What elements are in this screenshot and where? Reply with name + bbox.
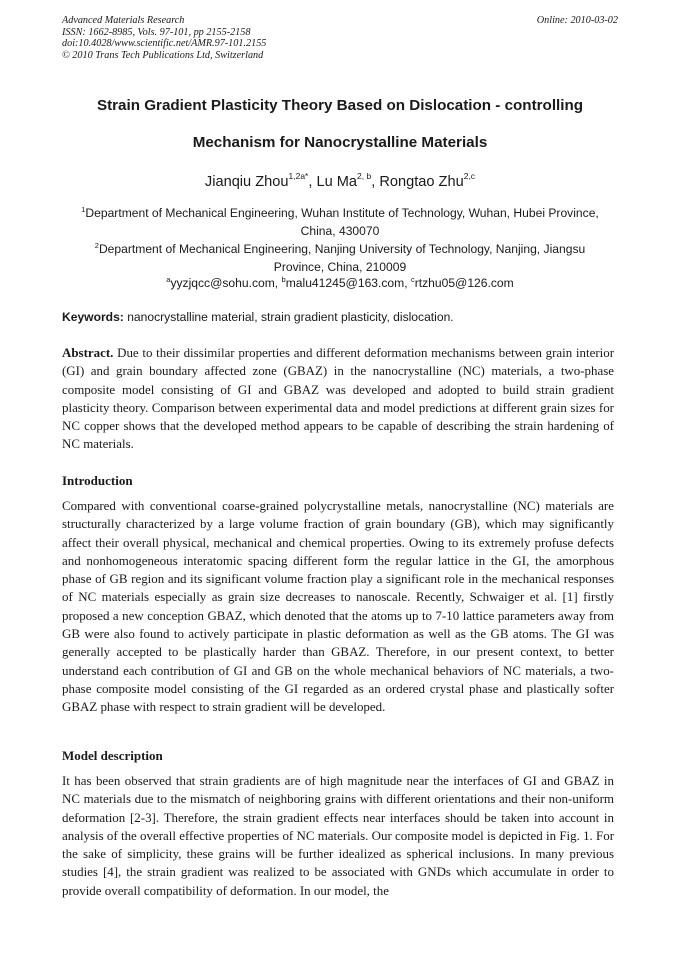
author-emails	[62, 271, 618, 292]
section-body-model-description: It has been observed that strain gradients are of high magnitude near the interfaces of GI and GBAZ in NC materials due to the mismatch of neighboring grains with different orientations and their non-uniform deformation [2-3]. Therefore, the strain gradient effects near interfaces should be taken into account in analysis of the overall effective properties of NC materials. Our composite model is depicted in Fig. 1. For the sake of simplicity, these grains will be further idealized as spherical inclusions. In many previous studies [4], the strain gradient was realized to be associated with GNDs which accumulate in order to provide overall compatibility of deformation. In our model, the	[62, 773, 614, 898]
abstract	[62, 344, 614, 454]
email-link[interactable]: malu41245@163.com,	[285, 276, 408, 291]
affiliation-1	[62, 201, 618, 240]
author-name: Rongtao Zhu	[379, 173, 464, 190]
keywords-label: Keywords:	[62, 310, 124, 324]
section-heading-introduction: Introduction	[62, 473, 133, 488]
online-date: Online: 2010-03-02	[536, 15, 618, 26]
affiliation-mark: 1	[81, 205, 86, 214]
email-mark: b	[281, 275, 286, 284]
author-affiliation-mark: 2, b	[357, 171, 372, 181]
affiliation-line: Province, China, 210009	[273, 260, 407, 275]
section-body-introduction: Compared with conventional coarse-grained polycrystalline metals, nanocrystalline (NC) materials are structurally characterized by a large volume fraction of grain boundary (GB), which may significantly affect their overall physical, mechanical and chemical properties. Owing to its extremely profuse defects and nonhomogeneous interatomic spacing different form the regular lattice in the GI, the amorphous phase of GB region and its significant volume fraction play a significant role in the mechanical responses of NC materials especially as grain size decreases to nanoscale. Recently, Schwaiger et al. [1] firstly proposed a new conception GBAZ, which denoted that the atoms up to 7-10 lattice parameters away from GB were also found to actively participate in plastic deformation as well as the GB atoms. The GI was generally accepted to be plastically harder than GBAZ. Therefore, in our present context, to better understand each contribution of GI and GB on the whole mechanical behaviors of NC materials, a two-phase composite model consisting of the GI regarded as an ordered crystal phase and plastically softer GBAZ phase with respect to strain gradient will be developed.	[62, 498, 614, 715]
journal-name: Advanced Materials Research	[62, 15, 185, 26]
section-heading-model-description: Model description	[62, 748, 163, 763]
email-mark: a	[166, 275, 171, 284]
author-affiliation-mark: 2,c	[463, 171, 476, 181]
journal-header	[62, 15, 618, 61]
affiliation-mark: 2	[94, 241, 99, 250]
abstract-text: Due to their dissimilar properties and different deformation mechanisms between grain interior (GI) and grain boundary affected zone (GBAZ) in the nanocrystalline (NC) materials, a two-phase composite model consisting of GI and GBAZ was developed and adopted to build strain gradient plasticity theory. Comparison between experimental data and model predictions at different grain sizes for NC copper shows that the developed method appears to be capable of describing the strain hardening of NC materials.	[62, 345, 615, 452]
paper-title	[62, 87, 618, 161]
affiliation-line: Department of Mechanical Engineering, Nanjing University of Technology, Nanjing, Jiangsu	[98, 242, 586, 257]
keywords-text: nanocrystalline material, strain gradient plasticity, dislocation.	[127, 310, 454, 324]
journal-copyright: © 2010 Trans Tech Publications Ltd, Switzerland	[62, 49, 264, 61]
author-name: Jianqiu Zhou	[204, 173, 289, 190]
title-line-1: Strain Gradient Plasticity Theory Based on Dislocation - controlling	[96, 97, 584, 114]
author-list: Jianqiu Zhou$^{1,2a*}$, Lu Ma$^{2, b}$, Rongtao Zhu$^{2,c}$	[204, 171, 476, 190]
author-name: Lu Ma	[316, 173, 358, 190]
author-affiliation-mark: 1,2a*	[288, 171, 309, 181]
email-link[interactable]: rtzhu05@126.com	[414, 276, 514, 291]
journal-doi: doi:10.4028/www.scientific.net/AMR.97-101.2155	[62, 38, 267, 49]
title-line-2: Mechanism for Nanocrystalline Materials	[192, 134, 488, 151]
abstract-label: Abstract.	[62, 345, 114, 360]
affiliation-line: China, 430070	[300, 224, 380, 239]
journal-issn: ISSN: 1662-8985, Vols. 97-101, pp 2155-2158	[62, 26, 251, 38]
keywords	[62, 308, 618, 326]
email-mark: c	[410, 275, 415, 284]
email-link[interactable]: yyzjqcc@sohu.com,	[170, 276, 279, 291]
affiliation-line: Department of Mechanical Engineering, Wuhan Institute of Technology, Wuhan, Hubei Province,	[85, 206, 599, 221]
